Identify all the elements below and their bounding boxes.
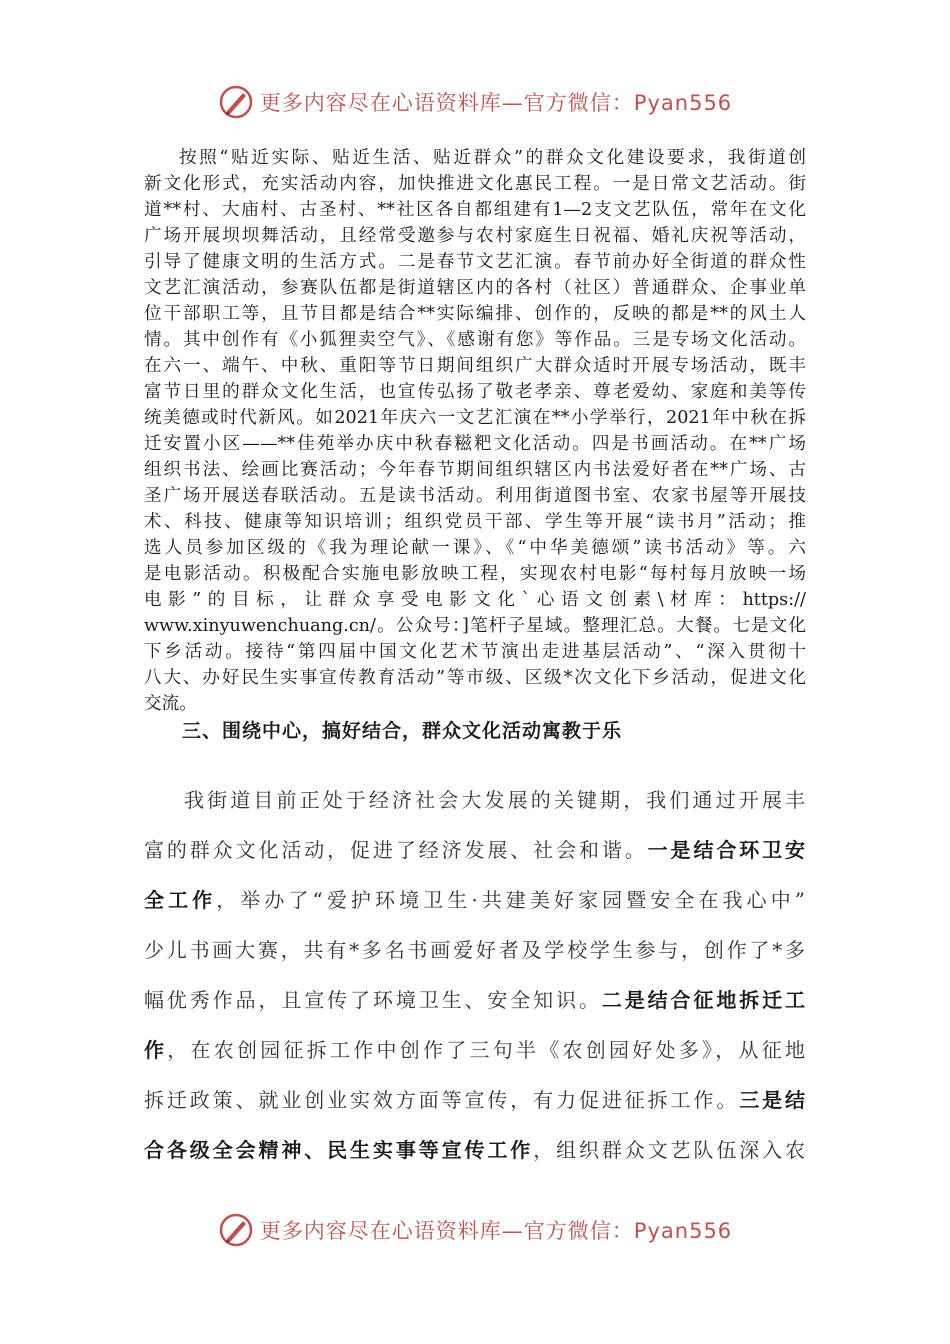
text-line: 选人员参加区级的《我为理论献一课》、《“中华美德颂”读书活动》等。六 [144,538,806,558]
bold-text: 合各级全会精神、民生实事等宣传工作 [144,1138,534,1162]
text-line: 广场开展坝坝舞活动，且经常受邀参与农村家庭生日祝福、婚礼庆祝等活动， [144,226,806,246]
text-line: 组织书法、绘画比赛活动；今年春节期间组织辖区内书法爱好者在**广场、古 [144,460,806,480]
paragraph-cultural-activities [144,145,806,717]
bold-text: 全工作 [144,888,217,912]
text-line [144,1125,806,1175]
text-line: 电影”的目标，让群众享受电影文化`心语文创素\材库：https:// [144,590,806,610]
text-line [144,875,806,925]
text-line: 迁安置小区——**佳苑举办庆中秋春糍粑文化活动。四是书画活动。在**广场 [144,434,806,454]
pen-logo-icon [218,84,254,120]
text-line: 术、科技、健康等知识培训；组织党员干部、学生等开展“读书月”活动；推 [144,512,806,532]
text-line [144,775,806,825]
text-line: 情。其中创作有《小狐狸卖空气》、《感谢有您》等作品。三是专场文化活动。 [144,330,806,350]
paragraph-center-work [144,775,806,1175]
text-line [144,1025,806,1075]
text-line: 统美德或时代新风。如2021年庆六一文艺汇演在**小学举行，2021年中秋在拆 [144,408,806,428]
text-line [144,1075,806,1125]
text-line [144,825,806,875]
text-span: 幅优秀作品，且宣传了环境卫生、安全知识。 [144,988,602,1012]
text-line: 按照“贴近实际、贴近生活、贴近群众”的群众文化建设要求，我街道创 [179,148,806,168]
text-line: 是电影活动。积极配合实施电影放映工程，实现农村电影“每村每月放映一场 [144,564,806,584]
text-line [144,925,806,975]
bold-text: 一是结合环卫安 [647,838,807,862]
text-line: 位干部职工等，且节目都是结合**实际编排、创作的，反映的都是**的风土人 [144,304,806,324]
text-line: 文艺汇演活动，参赛队伍都是街道辖区内的各村（社区）普通群众、企事业单 [144,278,806,298]
text-line: 在六一、端午、中秋、重阳等节日期间组织广大群众适时开展专场活动，既丰 [144,356,806,376]
text-line: 道**村、大庙村、古圣村、**社区各自都组建有1—2支文艺队伍，常年在文化 [144,200,806,220]
header-banner [0,82,950,122]
text-line [144,975,806,1025]
text-line: 引导了健康文明的生活方式。二是春节文艺汇演。春节前办好全街道的群众性 [144,252,806,272]
pen-logo-icon [218,1212,254,1248]
section-heading: 三、围绕中心，搞好结合，群众文化活动寓教于乐 [182,720,623,742]
text-line: 新文化形式，充实活动内容，加快推进文化惠民工程。一是日常文艺活动。街 [144,174,806,194]
text-line: 八大、办好民生实事宣传教育活动”等市级、区级*次文化下乡活动，促进文化 [144,668,806,688]
text-line: 圣广场开展送春联活动。五是读书活动。利用街道图书室、农家书屋等开展技 [144,486,806,506]
text-span: 拆迁政策、就业创业实效方面等宣传，有力促进征拆工作。 [144,1088,740,1112]
text-span: 少儿书画大赛，共有*多名书画爱好者及学校学生参与，创作了*多 [144,938,806,962]
text-span: 富的群众文化活动，促进了经济发展、社会和谐。 [144,838,648,862]
text-span: ，在农创园征拆工作中创作了三句半《农创园好处多》，从征地 [167,1038,806,1062]
text-span: ，举办了“爱护环境卫生·共建美好家园暨安全在我心中” [216,888,806,912]
text-span: 我街道目前正处于经济社会大发展的关键期，我们通过开展丰 [184,788,806,812]
bold-text: 三是结 [739,1088,807,1112]
text-line: 交流。 [144,694,197,714]
footer-banner [0,1210,950,1250]
text-line: www.xinyuwenchuang.cn/。公众号：]笔杆子星域。整理汇总。大餐。七是文化 [144,616,806,636]
banner-text: 更多内容尽在心语资料库—官方微信：Pyan556 [259,1219,733,1243]
text-line: 富节日里的群众文化生活，也宣传弘扬了敬老孝亲、尊老爱幼、家庭和美等传 [144,382,806,402]
text-span: ，组织群众文艺队伍深入农 [533,1138,807,1162]
bold-text: 二是结合征地拆迁工 [601,988,807,1012]
banner-text: 更多内容尽在心语资料库—官方微信：Pyan556 [259,91,733,115]
bold-text: 作 [144,1038,168,1062]
text-line: 下乡活动。接待“第四届中国文化艺术节演出走进基层活动”、“深入贯彻十 [144,642,806,662]
